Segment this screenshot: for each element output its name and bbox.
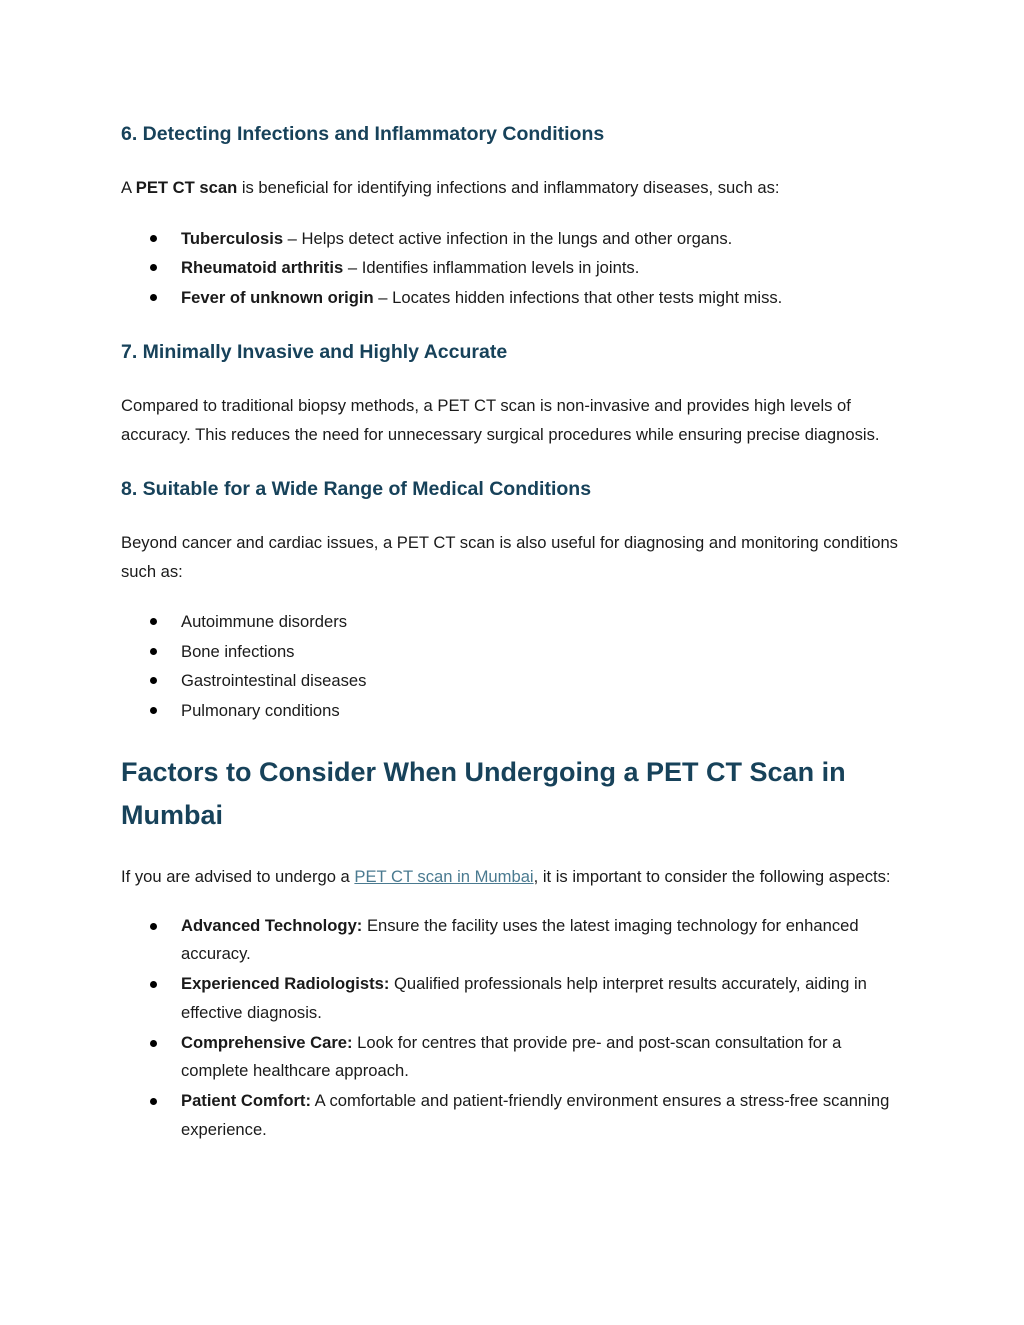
list-item: Advanced Technology: Ensure the facility uses the latest imaging technology for enhanced accuracy.	[121, 912, 906, 969]
bullet-icon	[150, 677, 157, 684]
section-6-heading: 6. Detecting Infections and Inflammatory Conditions	[121, 123, 605, 145]
bullet-icon	[150, 264, 157, 271]
list-item: Comprehensive Care: Look for centres that provide pre- and post-scan consultation for a complete healthcare approach.	[121, 1029, 906, 1086]
bullet-icon	[150, 235, 157, 242]
section-6-intro: A PET CT scan is beneficial for identifying infections and inflammatory diseases, such as:	[121, 178, 780, 197]
bullet-icon	[150, 1040, 157, 1047]
list-item: Tuberculosis – Helps detect active infection in the lungs and other organs.	[121, 224, 906, 254]
list-item: Rheumatoid arthritis – Identifies inflammation levels in joints.	[121, 253, 906, 283]
section-7-heading: 7. Minimally Invasive and Highly Accurate	[121, 341, 508, 363]
bullet-icon	[150, 618, 157, 625]
pet-ct-scan-mumbai-link[interactable]: PET CT scan in Mumbai	[354, 867, 534, 886]
factors-heading: Factors to Consider When Undergoing a PET CT Scan in Mumbai	[121, 757, 846, 830]
document-content	[121, 118, 906, 1146]
factors-intro: If you are advised to undergo a PET CT scan in Mumbai, it is important to consider the following aspects:	[121, 867, 891, 886]
list-item: Patient Comfort: A comfortable and patient-friendly environment ensures a stress-free scanning experience.	[121, 1087, 906, 1144]
list-item: Pulmonary conditions	[121, 696, 906, 726]
pet-ct-scan-bold: PET CT scan	[135, 178, 238, 197]
bullet-icon	[150, 648, 157, 655]
section-6-list	[121, 224, 906, 313]
bullet-icon	[150, 923, 157, 930]
factors-list	[121, 912, 906, 1145]
list-item: Fever of unknown origin – Locates hidden infections that other tests might miss.	[121, 283, 906, 313]
bullet-icon	[150, 1098, 157, 1105]
section-7-body: Compared to traditional biopsy methods, a PET CT scan is non-invasive and provides high levels of accuracy. This reduces the need for unnecessary surgical procedures while ensuring precise diagnosis.	[121, 396, 880, 444]
section-8-list	[121, 607, 906, 725]
list-item: Autoimmune disorders	[121, 607, 906, 637]
section-8-heading: 8. Suitable for a Wide Range of Medical Conditions	[121, 478, 592, 500]
list-item: Experienced Radiologists: Qualified professionals help interpret results accurately, aiding in effective diagnosis.	[121, 970, 906, 1027]
list-item: Gastrointestinal diseases	[121, 666, 906, 696]
bullet-icon	[150, 707, 157, 714]
list-item: Bone infections	[121, 637, 906, 667]
bullet-icon	[150, 981, 157, 988]
section-8-body: Beyond cancer and cardiac issues, a PET CT scan is also useful for diagnosing and monitoring conditions such as:	[121, 533, 898, 581]
bullet-icon	[150, 294, 157, 301]
